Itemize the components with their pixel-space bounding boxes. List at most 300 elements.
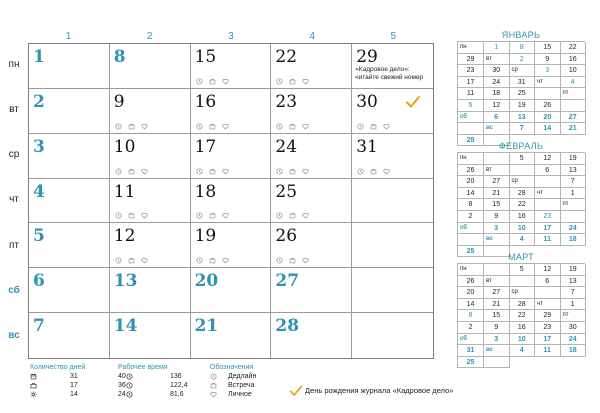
deadline-icon bbox=[115, 212, 122, 219]
mini-calendar-day: 31 bbox=[510, 77, 536, 89]
mini-calendar-day bbox=[561, 211, 587, 223]
mini-calendar-day-label: пн bbox=[458, 153, 484, 165]
legend-work-time-title: Рабочее время bbox=[118, 364, 168, 371]
calendar-cell[interactable] bbox=[29, 179, 110, 224]
calendar-cell[interactable] bbox=[191, 223, 272, 268]
mini-calendar-day: 13 bbox=[510, 112, 536, 124]
mini-calendar-day: 25 bbox=[510, 88, 536, 100]
calendar-cell[interactable] bbox=[191, 179, 272, 224]
mini-calendar-day: 7 bbox=[561, 287, 587, 299]
legend-symbol-row bbox=[210, 390, 280, 399]
meeting-icon bbox=[289, 212, 296, 219]
mini-calendar-day-label: пт bbox=[561, 310, 587, 322]
mini-calendar-day: 29 bbox=[458, 54, 484, 66]
mini-calendar-title: ФЕВРАЛЬ bbox=[498, 141, 544, 151]
calendar-cell[interactable] bbox=[191, 44, 272, 89]
day-label: вс bbox=[8, 329, 20, 341]
calendar-cell-empty bbox=[352, 268, 433, 313]
mini-calendar-day: 30 bbox=[561, 322, 587, 334]
legend-symbol-label: Встреча bbox=[228, 382, 255, 389]
day-event-icons bbox=[115, 168, 148, 175]
mini-calendar-day: 26 bbox=[535, 100, 561, 112]
heart-icon bbox=[302, 212, 309, 219]
day-event-icons bbox=[196, 168, 229, 175]
mini-calendar-day: 6 bbox=[484, 112, 510, 124]
mini-calendar-day-label: сб bbox=[458, 112, 484, 124]
mini-calendar-day-label: чт bbox=[535, 188, 561, 200]
mini-calendar-day: 18 bbox=[561, 345, 587, 357]
mini-calendar-day bbox=[484, 153, 510, 165]
heart-icon bbox=[302, 257, 309, 264]
mini-calendar-day: 8 bbox=[458, 310, 484, 322]
day-event-icons bbox=[115, 123, 148, 130]
mini-calendar-day: 20 bbox=[458, 287, 484, 299]
mini-calendar-day: 18 bbox=[484, 88, 510, 100]
calendar-cell[interactable] bbox=[29, 89, 110, 134]
day-event-icons bbox=[276, 123, 309, 130]
day-number: 29 bbox=[356, 47, 378, 67]
mini-calendar-day: 22 bbox=[510, 310, 536, 322]
legend-symbols bbox=[210, 364, 280, 399]
mini-calendar bbox=[457, 141, 585, 257]
mini-calendar-day: 5 bbox=[510, 264, 536, 276]
mini-calendar-day bbox=[458, 234, 484, 246]
calendar-cell[interactable] bbox=[110, 134, 191, 179]
mini-calendar-day: 4 bbox=[510, 345, 536, 357]
calendar-cell[interactable] bbox=[271, 44, 352, 89]
mini-calendar-day: 14 bbox=[458, 299, 484, 311]
mini-calendar-day: 22 bbox=[561, 42, 587, 54]
mini-calendar-title: МАРТ bbox=[508, 252, 534, 262]
calendar-icon bbox=[30, 373, 37, 380]
day-label: сб bbox=[8, 284, 20, 296]
day-event-icons bbox=[196, 78, 229, 85]
week-numbers bbox=[28, 31, 434, 43]
mini-calendar-day-label: чт bbox=[535, 299, 561, 311]
calendar-cell[interactable] bbox=[110, 223, 191, 268]
mini-calendar-day: 10 bbox=[510, 223, 536, 235]
mini-calendar-day: 10 bbox=[561, 65, 587, 77]
day-number: 5 bbox=[33, 226, 45, 247]
deadline-icon bbox=[276, 212, 283, 219]
meeting-icon bbox=[289, 123, 296, 130]
mini-calendar-day: 23 bbox=[535, 322, 561, 334]
meeting-icon bbox=[289, 78, 296, 85]
mini-calendar-day: 15 bbox=[535, 42, 561, 54]
mini-calendar-day: 23 bbox=[535, 211, 561, 223]
calendar-cell[interactable] bbox=[352, 134, 433, 179]
day-number: 13 bbox=[113, 271, 138, 292]
mini-calendar-day-label: вт bbox=[484, 165, 510, 177]
mini-calendar-day-label: пн bbox=[458, 42, 484, 54]
mini-calendar-day: 20 bbox=[535, 112, 561, 124]
calendar-cell[interactable] bbox=[271, 179, 352, 224]
mini-calendar-day: 2 bbox=[510, 54, 536, 66]
calendar-cell[interactable] bbox=[191, 313, 272, 358]
mini-calendar-day: 7 bbox=[510, 123, 536, 135]
mini-calendar-day: 12 bbox=[535, 264, 561, 276]
day-number: 27 bbox=[275, 271, 300, 292]
mini-calendar-day: 19 bbox=[561, 153, 587, 165]
mini-calendar-day: 12 bbox=[484, 100, 510, 112]
mini-calendar-day: 2 bbox=[458, 211, 484, 223]
mini-calendar-day: 7 bbox=[561, 176, 587, 188]
mini-calendar-day: 31 bbox=[458, 345, 484, 357]
day-event-icons bbox=[276, 168, 309, 175]
mini-calendar-day-label: чт bbox=[535, 77, 561, 89]
meeting-icon bbox=[370, 123, 377, 130]
day-label: вт bbox=[9, 104, 19, 116]
mini-calendar bbox=[457, 30, 585, 146]
week-number: 1 bbox=[65, 31, 72, 42]
legend-work-value: 81,6 bbox=[170, 391, 184, 398]
legend-work-hours: 40 bbox=[118, 373, 126, 380]
mini-calendar-day: 21 bbox=[484, 299, 510, 311]
heart-icon bbox=[141, 212, 148, 219]
heart-icon bbox=[141, 168, 148, 175]
deadline-icon bbox=[115, 257, 122, 264]
mini-calendar-day bbox=[484, 357, 510, 369]
legend-work-row bbox=[118, 381, 198, 390]
mini-calendar-day: 3 bbox=[484, 223, 510, 235]
heart-icon bbox=[383, 123, 390, 130]
legend-work-hours: 36 bbox=[118, 382, 126, 389]
calendar-cell[interactable] bbox=[271, 134, 352, 179]
calendar-cell[interactable] bbox=[352, 44, 433, 89]
heart-icon bbox=[302, 78, 309, 85]
day-number: 21 bbox=[194, 316, 219, 337]
mini-calendar-day: 9 bbox=[484, 211, 510, 223]
day-number: 30 bbox=[356, 91, 378, 112]
calendar-cell[interactable] bbox=[29, 44, 110, 89]
mini-calendar-day: 14 bbox=[458, 188, 484, 200]
legend-work-value: 122,4 bbox=[170, 382, 188, 389]
mini-calendar-day: 16 bbox=[510, 211, 536, 223]
mini-calendar-day-label: сб bbox=[458, 334, 484, 346]
heart-icon bbox=[141, 257, 148, 264]
day-event-icons bbox=[276, 257, 309, 264]
calendar-cell[interactable] bbox=[191, 268, 272, 313]
heart-icon bbox=[383, 168, 390, 175]
calendar-cell[interactable] bbox=[110, 89, 191, 134]
mini-calendar-day-label: ср bbox=[510, 287, 536, 299]
deadline-icon bbox=[196, 257, 203, 264]
legend-days bbox=[30, 364, 110, 399]
mini-calendar-day: 4 bbox=[561, 77, 587, 89]
day-labels bbox=[0, 43, 28, 359]
birthday-check-icon bbox=[289, 384, 303, 398]
mini-calendar-day: 9 bbox=[484, 322, 510, 334]
legend-days-value: 31 bbox=[70, 373, 78, 380]
heart-icon bbox=[210, 391, 217, 398]
mini-calendar-day-label: вт bbox=[484, 276, 510, 288]
mini-calendar-day-label: ср bbox=[510, 176, 536, 188]
mini-calendar-day: 2 bbox=[458, 322, 484, 334]
deadline-icon bbox=[276, 168, 283, 175]
day-event-icons bbox=[357, 168, 390, 175]
mini-calendar-day: 27 bbox=[484, 287, 510, 299]
meeting-icon bbox=[128, 257, 135, 264]
checkmark-icon bbox=[405, 94, 421, 110]
mini-calendar-day: 8 bbox=[458, 199, 484, 211]
calendar-cell-empty bbox=[352, 179, 433, 224]
mini-calendar-day: 21 bbox=[561, 123, 587, 135]
mini-calendar-day: 25 bbox=[458, 246, 484, 258]
day-event-icons bbox=[115, 212, 148, 219]
legend-symbol-row bbox=[210, 381, 280, 390]
calendar-cell[interactable] bbox=[110, 268, 191, 313]
legend-symbol-label: Дедлайн bbox=[228, 373, 257, 380]
day-number: 25 bbox=[275, 181, 298, 202]
mini-calendar-day: 28 bbox=[510, 299, 536, 311]
day-number: 24 bbox=[275, 136, 298, 157]
heart-icon bbox=[222, 78, 229, 85]
mini-calendar-day: 14 bbox=[535, 123, 561, 135]
mini-calendar-day: 6 bbox=[535, 276, 561, 288]
mini-calendar-day: 23 bbox=[458, 65, 484, 77]
calendar-cell[interactable] bbox=[191, 134, 272, 179]
week-number: 3 bbox=[228, 31, 234, 42]
day-number: 14 bbox=[113, 316, 138, 337]
month-grid bbox=[28, 43, 434, 359]
mini-calendar-day: 19 bbox=[561, 264, 587, 276]
mini-calendar-day: 24 bbox=[561, 334, 587, 346]
mini-calendar-day: 6 bbox=[535, 165, 561, 177]
legend-symbol-label: Личное bbox=[228, 391, 252, 398]
day-event-icons bbox=[357, 123, 390, 130]
day-label: чт bbox=[9, 194, 19, 206]
mini-calendar-day: 29 bbox=[535, 310, 561, 322]
mini-calendar-day-label: вс bbox=[484, 234, 510, 246]
mini-calendar-day: 15 bbox=[484, 310, 510, 322]
day-number: 10 bbox=[113, 136, 136, 157]
deadline-icon bbox=[357, 123, 364, 130]
mini-calendar-day: 1 bbox=[561, 299, 587, 311]
day-number: 9 bbox=[113, 91, 125, 112]
mini-calendar-day bbox=[484, 264, 510, 276]
briefcase-icon bbox=[30, 382, 37, 389]
meeting-icon bbox=[289, 168, 296, 175]
day-number: 20 bbox=[194, 271, 219, 292]
legend-work-row bbox=[118, 390, 198, 399]
legend-days-row bbox=[30, 381, 110, 390]
meeting-icon bbox=[128, 123, 135, 130]
mini-calendar-day: 8 bbox=[510, 42, 536, 54]
mini-calendar-day: 13 bbox=[561, 276, 587, 288]
mini-calendar-day: 17 bbox=[458, 77, 484, 89]
mini-calendar-day: 17 bbox=[535, 334, 561, 346]
mini-calendar-day: 21 bbox=[484, 188, 510, 200]
mini-calendar-day: 20 bbox=[458, 176, 484, 188]
legend-days-row bbox=[30, 372, 110, 381]
clock-icon bbox=[126, 373, 133, 380]
mini-calendar-day: 24 bbox=[561, 223, 587, 235]
mini-calendar-day-label: вс bbox=[484, 123, 510, 135]
sun-icon bbox=[30, 391, 37, 398]
mini-calendar-day bbox=[510, 276, 536, 288]
mini-calendar-day bbox=[510, 165, 536, 177]
calendar-cell-empty bbox=[352, 313, 433, 358]
legend-symbols-title: Обозначения bbox=[210, 364, 254, 371]
calendar-cell[interactable] bbox=[271, 268, 352, 313]
legend-symbol-row bbox=[210, 372, 280, 381]
mini-calendar-day: 12 bbox=[535, 153, 561, 165]
heart-icon bbox=[302, 123, 309, 130]
heart-icon bbox=[222, 212, 229, 219]
mini-calendar-day: 5 bbox=[458, 100, 484, 112]
deadline-icon bbox=[196, 78, 203, 85]
mini-calendar-day-label: пт bbox=[561, 199, 587, 211]
mini-calendar-day: 18 bbox=[561, 234, 587, 246]
mini-calendar-day-label: пн bbox=[458, 264, 484, 276]
mini-calendar-day: 30 bbox=[484, 65, 510, 77]
birthday-legend-text: День рождения журнала «Кадровое дело» bbox=[305, 386, 454, 395]
mini-calendar-day-label: сб bbox=[458, 223, 484, 235]
calendar-cell[interactable] bbox=[29, 134, 110, 179]
mini-calendar-day: 16 bbox=[561, 54, 587, 66]
day-number: 11 bbox=[113, 181, 136, 202]
deadline-icon bbox=[210, 373, 217, 380]
day-number: 8 bbox=[113, 47, 126, 67]
mini-calendar-day: 28 bbox=[510, 188, 536, 200]
mini-calendar-day: 22 bbox=[510, 199, 536, 211]
mini-calendar-day: 9 bbox=[535, 54, 561, 66]
mini-calendar bbox=[457, 252, 585, 368]
mini-calendar-day: 24 bbox=[484, 77, 510, 89]
legend-work-value: 136 bbox=[170, 373, 182, 380]
mini-calendar-day: 11 bbox=[535, 345, 561, 357]
deadline-icon bbox=[276, 78, 283, 85]
mini-calendar-day: 3 bbox=[535, 65, 561, 77]
legend-work-hours: 24 bbox=[118, 391, 126, 398]
heart-icon bbox=[222, 123, 229, 130]
heart-icon bbox=[222, 168, 229, 175]
day-number: 4 bbox=[33, 181, 45, 202]
mini-calendar-day bbox=[535, 88, 561, 100]
day-number: 18 bbox=[194, 181, 217, 202]
legend-work-time bbox=[118, 364, 198, 399]
day-number: 2 bbox=[33, 91, 45, 112]
meeting-icon bbox=[209, 123, 216, 130]
week-number: 5 bbox=[390, 31, 397, 42]
day-label: пн bbox=[8, 59, 20, 70]
day-number: 31 bbox=[356, 136, 378, 157]
calendar-cell[interactable] bbox=[110, 179, 191, 224]
day-number: 22 bbox=[275, 47, 298, 67]
week-number: 2 bbox=[146, 31, 153, 42]
day-event-icons bbox=[276, 212, 309, 219]
day-number: 7 bbox=[33, 316, 45, 337]
mini-calendar-day: 11 bbox=[458, 88, 484, 100]
mini-calendar-day: 3 bbox=[484, 334, 510, 346]
mini-calendar-day: 17 bbox=[535, 223, 561, 235]
meeting-icon bbox=[209, 212, 216, 219]
mini-calendar-title: ЯНВАРЬ bbox=[501, 30, 541, 40]
day-number: 26 bbox=[275, 226, 298, 247]
mini-calendar-day: 5 bbox=[510, 153, 536, 165]
calendar-cell[interactable] bbox=[271, 89, 352, 134]
mini-calendar-day-label: вт bbox=[484, 54, 510, 66]
deadline-icon bbox=[357, 168, 364, 175]
mini-calendar-day: 26 bbox=[458, 276, 484, 288]
meeting-icon bbox=[210, 382, 217, 389]
mini-calendar-day: 15 bbox=[484, 199, 510, 211]
day-event-icons bbox=[276, 78, 309, 85]
mini-calendar-day: 19 bbox=[510, 100, 536, 112]
legend-days-value: 17 bbox=[70, 382, 78, 389]
day-label: пт bbox=[9, 239, 19, 251]
legend-days-title: Количество дней bbox=[30, 364, 86, 371]
mini-calendar-day: 4 bbox=[510, 234, 536, 246]
mini-calendar-day: 13 bbox=[561, 165, 587, 177]
clock-icon bbox=[126, 391, 133, 398]
day-number: 6 bbox=[33, 271, 45, 292]
calendar-cell[interactable] bbox=[191, 89, 272, 134]
day-number: 12 bbox=[113, 226, 136, 247]
heart-icon bbox=[302, 168, 309, 175]
calendar-cell[interactable] bbox=[29, 313, 110, 358]
day-event-icons bbox=[196, 212, 229, 219]
mini-calendar-day bbox=[535, 176, 561, 188]
day-number: 16 bbox=[194, 91, 217, 112]
heart-icon bbox=[222, 257, 229, 264]
deadline-icon bbox=[196, 123, 203, 130]
calendar-cell[interactable] bbox=[29, 223, 110, 268]
calendar-cell-empty bbox=[352, 223, 433, 268]
day-label: ср bbox=[8, 149, 20, 161]
week-number: 4 bbox=[309, 31, 315, 42]
mini-calendar-day: 11 bbox=[535, 234, 561, 246]
mini-calendar-day bbox=[561, 100, 587, 112]
mini-calendar-day: 27 bbox=[561, 112, 587, 124]
day-number: 17 bbox=[194, 136, 217, 157]
calendar-cell[interactable] bbox=[29, 268, 110, 313]
deadline-icon bbox=[196, 212, 203, 219]
calendar-cell[interactable] bbox=[271, 313, 352, 358]
mini-calendar-day: 16 bbox=[510, 322, 536, 334]
mini-calendar-day: 27 bbox=[484, 176, 510, 188]
mini-calendar-day: 1 bbox=[484, 42, 510, 54]
mini-calendar-day: 25 bbox=[458, 357, 484, 369]
day-number: 23 bbox=[275, 91, 298, 112]
day-event-icons bbox=[115, 257, 148, 264]
meeting-icon bbox=[209, 257, 216, 264]
clock-icon bbox=[126, 382, 133, 389]
meeting-icon bbox=[209, 168, 216, 175]
mini-calendar-day: 10 bbox=[510, 334, 536, 346]
mini-calendar-day: 26 bbox=[458, 165, 484, 177]
heart-icon bbox=[141, 123, 148, 130]
day-number: 15 bbox=[194, 47, 217, 67]
legend-days-row bbox=[30, 390, 110, 399]
mini-calendar-day bbox=[535, 287, 561, 299]
calendar-cell[interactable] bbox=[110, 44, 191, 89]
mini-calendar-day: 1 bbox=[561, 188, 587, 200]
calendar-cell[interactable] bbox=[352, 89, 433, 134]
meeting-icon bbox=[289, 257, 296, 264]
day-number: 3 bbox=[33, 136, 45, 157]
legend-work-row bbox=[118, 372, 198, 381]
day-note: «Кадровое дело»: читайте свежий номер bbox=[355, 66, 424, 81]
day-number: 28 bbox=[275, 316, 300, 337]
mini-calendar-day-label: вс bbox=[484, 345, 510, 357]
calendar-cell[interactable] bbox=[271, 223, 352, 268]
mini-calendar-day bbox=[535, 199, 561, 211]
calendar-cell[interactable] bbox=[110, 313, 191, 358]
deadline-icon bbox=[196, 168, 203, 175]
meeting-icon bbox=[209, 78, 216, 85]
meeting-icon bbox=[128, 212, 135, 219]
